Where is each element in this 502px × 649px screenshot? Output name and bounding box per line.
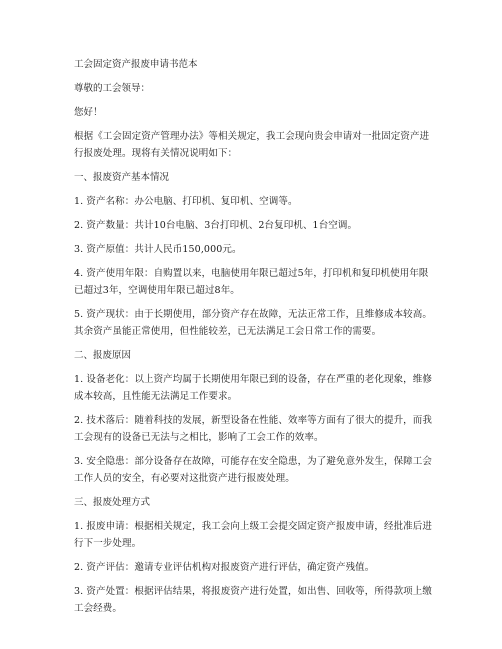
- document-page: [74, 56, 434, 617]
- intro-paragraph: 根据《工会固定资产管理办法》等相关规定，我工会现向贵会申请对一批固定资产进行报废处理。现将有关情况说明如下：: [74, 131, 430, 159]
- section-heading-handling: 三、报废处理方式: [74, 497, 151, 508]
- list-item: 4. 资产使用年限：自购置以来，电脑使用年限已超过5年，打印机和复印机使用年限已超过3年，空调使用年限已超过8年。: [74, 268, 429, 296]
- salutation: 尊敬的工会领导：: [74, 83, 151, 94]
- list-item: 3. 安全隐患：部分设备存在故障，可能存在安全隐患，为了避免意外发生，保障工会工作人员的安全，有必要对这批资产进行报废处理。: [74, 456, 432, 484]
- list-item: 2. 资产数量：共计10台电脑、3台打印机、2台复印机、1台空调。: [74, 220, 358, 231]
- list-item: 3. 资产处置：根据评估结果，将报废资产进行处置，如出售、回收等，所得款项上缴工会经费。: [74, 586, 432, 614]
- section-heading-basic-info: 一、报废资产基本情况: [74, 172, 170, 183]
- list-item: 1. 设备老化：以上资产均属于长期使用年限已到的设备，存在严重的老化现象，维修成本较高，且性能无法满足工作要求。: [74, 374, 432, 402]
- section-heading-reasons: 二、报废原因: [74, 350, 132, 361]
- list-item: 1. 资产名称：办公电脑、打印机、复印机、空调等。: [74, 196, 298, 207]
- list-item: 2. 资产评估：邀请专业评估机构对报废资产进行评估，确定资产残值。: [74, 562, 375, 573]
- list-item: 5. 资产现状：由于长期使用，部分资产存在故障，无法正常工作，且维修成本较高。其余资产虽能正常使用，但性能较差，已无法满足工会日常工作的需要。: [74, 309, 432, 337]
- list-item: 2. 技术落后：随着科技的发展，新型设备在性能、效率等方面有了很大的提升，而我工会现有的设备已无法与之相比，影响了工会工作的效率。: [74, 415, 432, 443]
- document-title: 工会固定资产报废申请书范本: [74, 59, 198, 70]
- list-item: 3. 资产原值：共计人民币150,000元。: [74, 244, 242, 255]
- list-item: 1. 报废申请：根据相关规定，我工会向上级工会提交固定资产报废申请，经批准后进行下一步处理。: [74, 521, 432, 549]
- greeting: 您好！: [74, 107, 103, 118]
